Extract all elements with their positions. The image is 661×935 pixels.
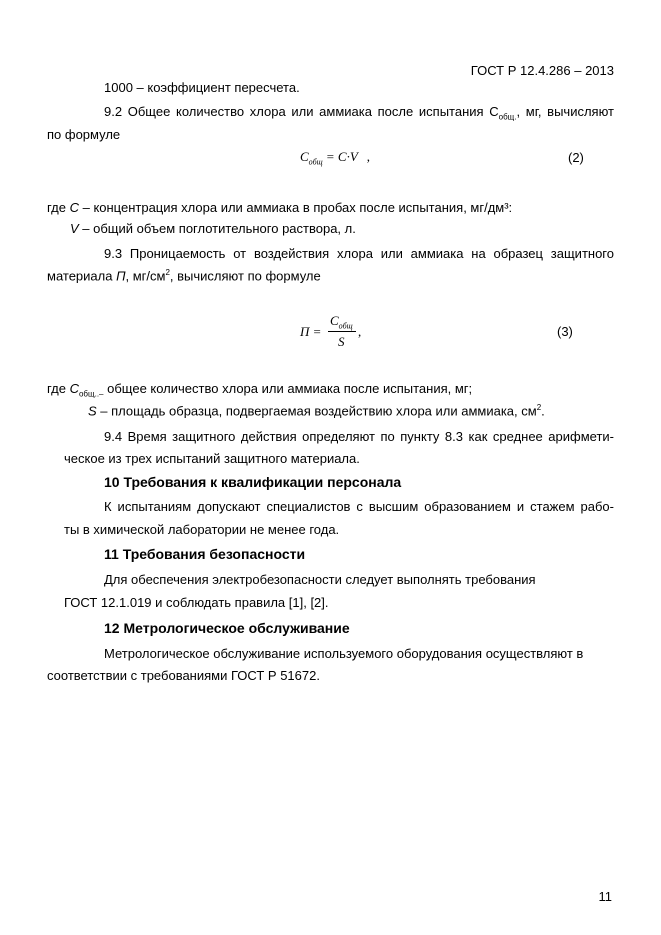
formula-3-denominator: S — [338, 334, 345, 349]
paragraph-line: 9.4 Время защитного действия определяют по пункту 8.3 как среднее арифмети- — [104, 429, 614, 444]
formula-3-lhs: П = — [300, 324, 322, 339]
paragraph-line: 9.3 Проницаемость от воздействия хлора или аммиака на образец защитного — [104, 246, 614, 261]
document-code: ГОСТ Р 12.4.286 – 2013 — [470, 63, 614, 78]
formula-number: (2) — [568, 150, 584, 165]
section-heading-11: 11 Требования безопасности — [104, 546, 306, 562]
paragraph-line: S – площадь образца, подвергаемая воздействию хлора или аммиака, $см^2$. — [88, 403, 545, 419]
paragraph-line: ческое из трех испытаний защитного материала. — [64, 451, 360, 466]
paragraph-line: V – общий объем поглотительного раствора, л. — [70, 221, 356, 236]
section-heading-12: 12 Метрологическое обслуживание — [104, 620, 350, 636]
paragraph-line: материала П, $мг/см^2$, вычисляют по формуле — [47, 268, 321, 284]
fraction-bar — [328, 331, 356, 332]
paragraph-line: Для обеспечения электробезопасности следует выполнять требования — [104, 572, 536, 587]
paragraph-line: К испытаниям допускают специалистов с высшим образованием и стажем рабо- — [104, 499, 614, 514]
formula-2: $C_{общ} = C\cdot V$ , — [300, 149, 371, 167]
formula-number: (3) — [557, 324, 573, 339]
paragraph-line: по формуле — [47, 127, 121, 142]
paragraph-line: соответствии с требованиями ГОСТ Р 51672. — [47, 668, 320, 683]
paragraph-line: ГОСТ 12.1.019 и соблюдать правила [1], [2]. — [64, 595, 329, 610]
paragraph-line: ты в химической лаборатории не менее года. — [64, 522, 340, 537]
section-heading-10: 10 Требования к квалификации персонала — [104, 474, 402, 490]
paragraph-line: Метрологическое обслуживание используемого оборудования осуществляют в — [104, 646, 584, 661]
formula-3-numerator: $C_{общ}$ — [330, 313, 353, 331]
formula-3-tail: , — [358, 324, 362, 339]
paragraph-line: 1000 – коэффициент пересчета. — [104, 80, 300, 95]
paragraph-line: где С – концентрация хлора или аммиака в пробах после испытания, мг/дм³: — [47, 200, 513, 215]
page-number: 11 — [598, 889, 612, 904]
paragraph-line: где $С_{общ..-}$ общее количество хлора или аммиака после испытания, мг; — [47, 381, 473, 399]
paragraph-line: 9.2 Общее количество хлора или аммиака после испытания $С_{общ.}$, мг, вычисляют — [104, 104, 614, 122]
